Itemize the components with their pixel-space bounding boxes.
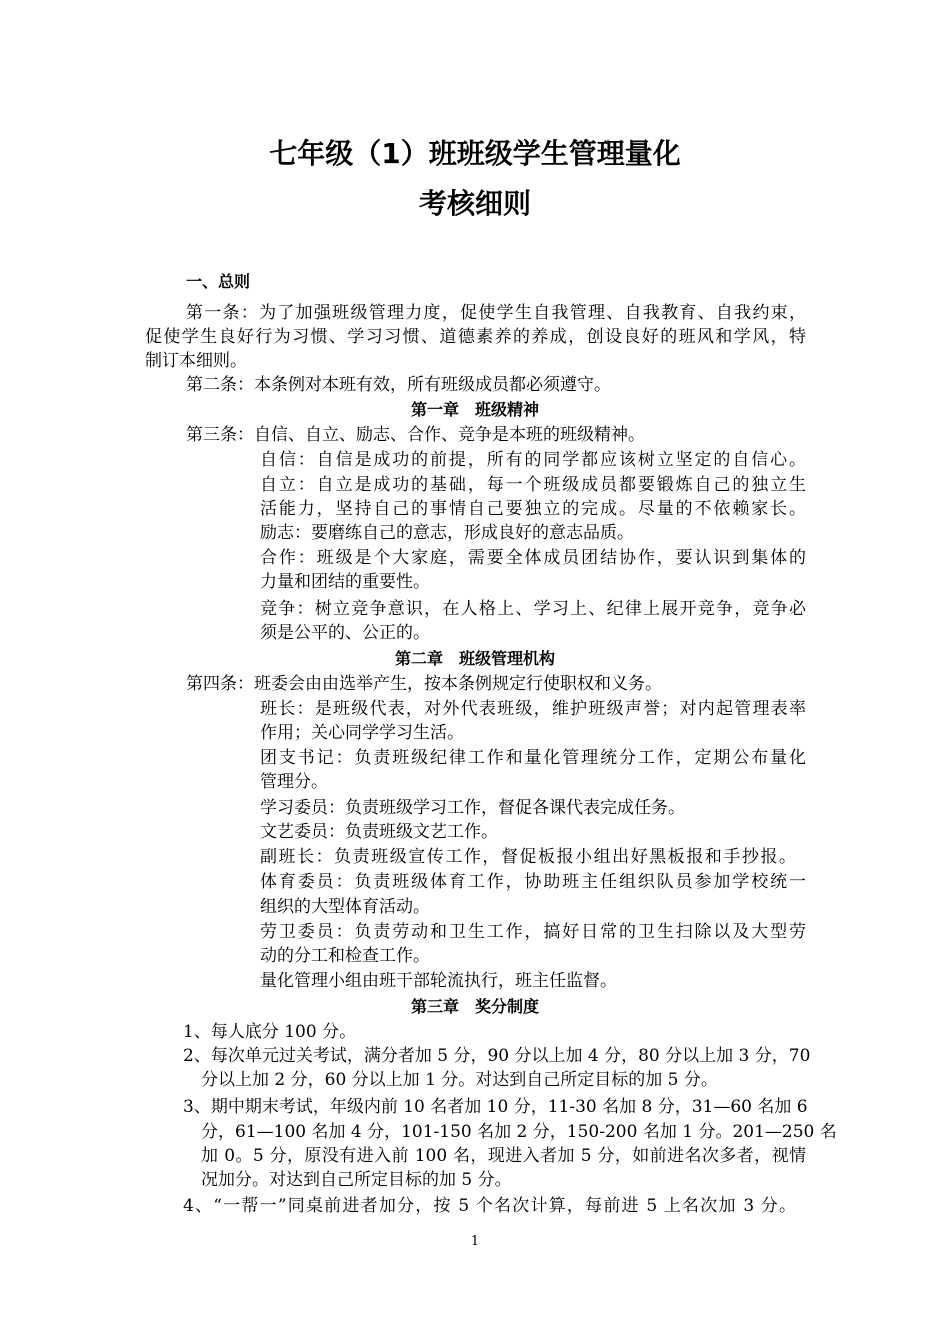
spirit-independence-line2: 活能力，坚持自己的事情自己要独立的完成。尽量的不依赖家长。 — [260, 499, 806, 519]
page-number: 1 — [470, 1234, 480, 1249]
role-labor-committee-line1: 劳卫委员：负责劳动和卫生工作，搞好日常的卫生扫除以及大型劳 — [260, 922, 806, 942]
chapter3-heading: 第三章 奖分制度 — [410, 997, 539, 1016]
role-arts-committee: 文艺委员：负责班级文艺工作。 — [260, 822, 498, 842]
spirit-competition-line1: 竞争：树立竞争意识，在人格上、学习上、纪律上展开竞争，竞争必 — [260, 599, 806, 619]
chapter2-heading: 第二章 班级管理机构 — [394, 649, 555, 668]
quantification-group-note: 量化管理小组由班干部轮流执行，班主任监督。 — [260, 971, 617, 991]
rule3-line1: 3、期中期末考试，年级内前 10 名者加 10 分，11-30 名加 8 分，31—60 名加 6 — [183, 1097, 808, 1117]
article2: 第二条：本条例对本班有效，所有班级成员都必须遵守。 — [186, 375, 611, 395]
rule3-line2: 分，61—100 名加 4 分，101-150 名加 2 分，150-200 名加 1 分。201—250 名 — [201, 1122, 837, 1142]
rule2-line1: 2、每次单元过关考试，满分者加 5 分，90 分以上加 4 分，80 分以上加 3 分，70 — [183, 1046, 811, 1066]
role-vice-monitor: 副班长：负责班级宣传工作，督促板报小组出好黑板报和手抄报。 — [260, 847, 796, 867]
role-labor-committee-line2: 动的分工和检查工作。 — [260, 946, 430, 966]
article3-line1: 第三条：自信、自立、励志、合作、竞争是本班的班级精神。 — [186, 425, 645, 445]
spirit-independence-line1: 自立：自立是成功的基础，每一个班级成员都要锻炼自己的独立生 — [260, 475, 806, 495]
rule3-line3: 加 0。5 分，原没有进入前 100 名，现进入者加 5 分，如前进名次多者，视情 — [201, 1146, 806, 1166]
role-sports-committee-line1: 体育委员：负责班级体育工作，协助班主任组织队员参加学校统一 — [260, 872, 806, 892]
role-monitor-line1: 班长：是班级代表，对外代表班级，维护班级声誉；对内起管理表率 — [260, 699, 806, 719]
role-study-committee: 学习委员：负责班级学习工作，督促各课代表完成任务。 — [260, 798, 685, 818]
spirit-cooperation-line1: 合作：班级是个大家庭，需要全体成员团结协作，要认识到集体的 — [260, 548, 806, 568]
document-title-line1: 七年级（1）班班级学生管理量化 — [269, 137, 681, 170]
article4-line1: 第四条：班委会由由选举产生，按本条例规定行使职权和义务。 — [186, 674, 662, 694]
role-league-secretary-line2: 管理分。 — [260, 772, 328, 792]
rule2-line2: 分以上加 2 分，60 分以上加 1 分。对达到自己所定目标的加 5 分。 — [201, 1070, 718, 1090]
article1-line3: 制订本细则。 — [145, 351, 247, 371]
role-league-secretary-line1: 团支书记：负责班级纪律工作和量化管理统分工作，定期公布量化 — [260, 748, 806, 768]
spirit-aspiration: 励志：要磨练自己的意志，形成良好的意志品质。 — [260, 523, 634, 543]
rule1: 1、每人底分 100 分。 — [183, 1022, 357, 1042]
spirit-competition-line2: 须是公平的、公正的。 — [260, 623, 430, 643]
rule4: 4、“一帮一”同桌前进者加分，按 5 个名次计算，每前进 5 上名次加 3 分。 — [183, 1196, 796, 1216]
rule3-line4: 况加分。对达到自己所定目标的加 5 分。 — [201, 1170, 512, 1190]
article1-line2: 促使学生良好行为习惯、学习习惯、道德素养的养成，创设良好的班风和学风，特 — [145, 327, 806, 347]
spirit-cooperation-line2: 力量和团结的重要性。 — [260, 572, 430, 592]
role-monitor-line2: 作用；关心同学学习生活。 — [260, 723, 464, 743]
spirit-confidence: 自信：自信是成功的前提，所有的同学都应该树立坚定的自信心。 — [260, 450, 806, 470]
article1-line1: 第一条：为了加强班级管理力度，促使学生自我管理、自我教育、自我约束， — [186, 303, 806, 323]
chapter1-heading: 第一章 班级精神 — [410, 400, 539, 419]
role-sports-committee-line2: 组织的大型体育活动。 — [260, 897, 430, 917]
section-heading-general: 一、总则 — [186, 272, 251, 291]
document-title-line2: 考核细则 — [418, 187, 531, 220]
